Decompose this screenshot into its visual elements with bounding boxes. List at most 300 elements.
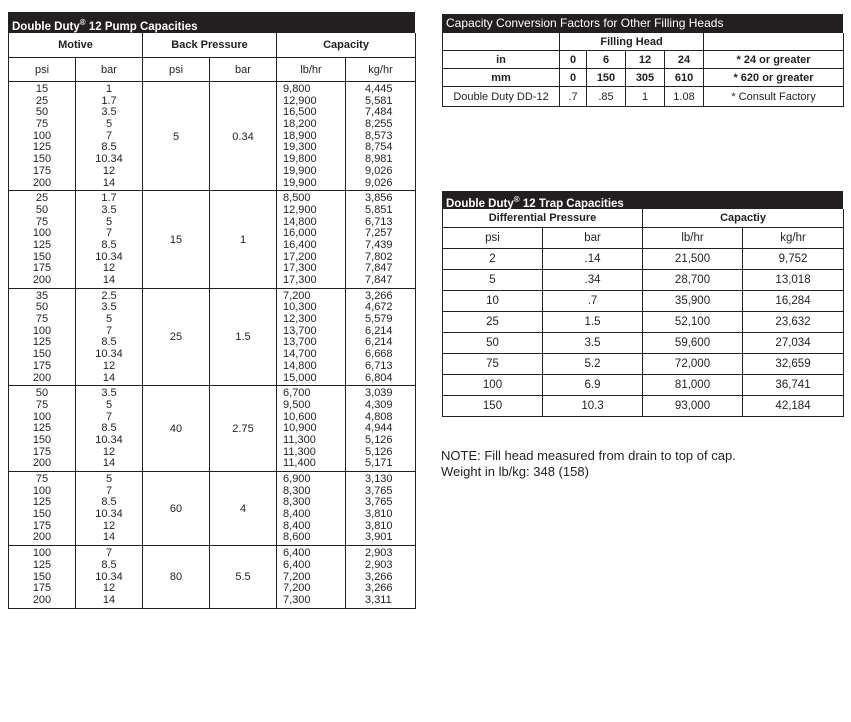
motive-psi-cell [9,191,76,289]
table-cell: 10.34 [95,348,123,361]
pump-group [9,472,416,546]
table-cell: 100 [32,227,52,240]
value-cell: .85 [587,87,626,107]
table-cell: 6.9 [543,375,643,396]
bp-psi-cell: 80 [143,546,210,608]
table-cell: 10,900 [283,422,317,435]
table-cell: 75 [35,118,49,131]
row-note: * 24 or greater [704,51,844,69]
table-cell: 7,802 [365,250,393,263]
table-cell: 10,600 [283,410,317,423]
table-cell: 18,200 [283,118,317,131]
value-cell: 1 [626,87,665,107]
value-cell: 0 [560,69,587,87]
table-cell: 12 [102,519,116,532]
table-cell: 8,255 [365,118,393,131]
table-cell: 2.5 [101,289,117,302]
conversion-row-in [443,51,844,69]
table-cell: 150 [32,348,52,361]
kg-hr-cell [346,386,416,472]
table-cell: 35 [35,289,49,302]
table-row [443,354,844,375]
pump-capacities-table [8,12,415,609]
table-cell: 8.5 [101,558,117,571]
table-cell: 9,500 [283,398,311,411]
capacity-header: Capacity [277,33,416,58]
table-cell: 2,903 [365,558,393,571]
table-cell: 3,765 [365,496,393,509]
table-cell: 75 [443,354,543,375]
table-cell: 59,600 [643,333,743,354]
registered-mark: ® [513,195,520,204]
table-cell: 125 [32,496,52,509]
table-cell: 3,266 [365,289,393,302]
table-cell: 3,311 [365,593,392,606]
table-cell: 10.34 [95,508,123,521]
table-cell: 5,126 [365,445,393,458]
bp-bar-cell: 5.5 [210,546,277,608]
conversion-grid [442,33,844,107]
value-cell: 12 [626,51,665,69]
lb-hr-cell [277,472,346,546]
table-cell: 75 [35,313,49,326]
trap-capacities-table [442,191,843,417]
table-cell: 50 [443,333,543,354]
table-cell: 4,808 [365,410,393,423]
table-cell: 14,800 [283,359,317,372]
motive-bar-cell [76,472,143,546]
table-cell: 3.5 [101,387,117,400]
table-cell: 150 [443,396,543,417]
table-row [443,312,844,333]
motive-bar-cell [76,386,143,472]
unit-header: bar [543,228,643,249]
footnote [441,448,736,480]
table-cell: 6,804 [365,371,393,384]
table-cell: 6,400 [283,558,311,571]
table-cell: 10.34 [95,153,123,166]
table-cell: 11,400 [283,457,316,470]
table-cell: 1 [105,83,113,95]
table-cell: 1.7 [101,192,117,205]
table-row [9,386,416,472]
table-row [443,396,844,417]
table-cell: 6,700 [283,387,311,400]
table-cell: 125 [32,558,52,571]
table-cell: 11,300 [283,445,316,458]
trap-capacity-header: Capactiy [643,209,844,228]
table-cell: 175 [32,445,52,458]
table-cell: 17,200 [283,250,317,263]
pump-group [9,288,416,386]
table-cell: 27,034 [743,333,844,354]
table-cell: 14 [102,593,116,606]
table-cell: 175 [32,519,52,532]
table-cell: 100 [32,324,52,337]
motive-bar-cell [76,546,143,608]
table-cell: 93,000 [643,396,743,417]
table-row [9,472,416,546]
motive-bar-cell [76,288,143,386]
trap-grid [442,209,844,417]
kg-hr-cell [346,546,416,608]
table-cell: 7,200 [283,289,311,302]
unit-header: psi [9,58,76,82]
table-cell: 100 [32,410,52,423]
table-cell: 8.5 [101,336,117,349]
unit-header: lb/hr [643,228,743,249]
table-row [9,288,416,386]
table-cell: 5.2 [543,354,643,375]
table-row [443,270,844,291]
table-cell: .7 [543,291,643,312]
table-cell: 5 [105,215,113,228]
motive-psi-cell [9,82,76,191]
table-cell: 25 [35,94,49,107]
table-cell: 3,130 [365,473,393,485]
table-cell: 3,266 [365,582,393,595]
table-cell: 52,100 [643,312,743,333]
trap-title-main: Double Duty [446,197,514,210]
note-weight: Weight in lb/kg: 348 (158) [441,464,589,479]
table-cell: 11,300 [283,433,316,446]
table-cell: 13,700 [283,336,317,349]
table-cell: 19,300 [283,141,317,154]
row-note: * Consult Factory [704,87,844,107]
bp-psi-cell: 60 [143,472,210,546]
trap-group-header-row [443,209,844,228]
bp-psi-cell: 5 [143,82,210,191]
table-row [443,375,844,396]
table-cell: 5,851 [365,203,393,216]
table-cell: 150 [32,250,52,263]
kg-hr-cell [346,82,416,191]
pump-title-rest: 12 Pump Capacities [85,20,198,33]
table-cell: 12,900 [283,203,317,216]
table-cell: 16,400 [283,238,317,251]
value-cell: 24 [665,51,704,69]
table-cell: 8,600 [283,531,311,544]
table-cell: 25 [35,192,49,205]
kg-hr-cell [346,191,416,289]
bp-bar-cell: 4 [210,472,277,546]
table-cell: 7 [105,324,113,337]
table-cell: 50 [35,387,49,400]
table-cell: 14 [102,371,116,384]
motive-psi-cell [9,546,76,608]
table-cell: 25 [443,312,543,333]
table-cell: 16,000 [283,227,317,240]
lb-hr-cell [277,191,346,289]
table-cell: 13,700 [283,324,317,337]
row-label: Double Duty DD-12 [443,87,560,107]
pump-grid [8,33,416,609]
bp-bar-cell: 1 [210,191,277,289]
table-cell: 3,039 [365,387,393,400]
table-cell: 28,700 [643,270,743,291]
value-cell: 305 [626,69,665,87]
motive-bar-cell [76,82,143,191]
table-cell: 4,445 [365,83,393,95]
conversion-title: Capacity Conversion Factors for Other Filling Heads [442,14,843,33]
table-cell: 200 [32,176,52,189]
unit-header: kg/hr [743,228,844,249]
motive-bar-cell [76,191,143,289]
table-row [9,191,416,289]
table-cell: 16,284 [743,291,844,312]
table-cell: 1.5 [543,312,643,333]
table-cell: 5 [105,313,113,326]
table-cell: 14,800 [283,215,317,228]
table-cell: 200 [32,371,52,384]
table-cell: 8.5 [101,141,117,154]
trap-title-rest: 12 Trap Capacities [519,197,624,210]
table-cell: 2 [443,249,543,270]
table-cell: 12 [102,359,116,372]
lb-hr-cell [277,82,346,191]
table-cell: 12 [102,262,116,275]
motive-psi-cell [9,472,76,546]
table-cell: 13,018 [743,270,844,291]
table-cell: 2,903 [365,547,393,560]
table-cell: 175 [32,164,52,177]
table-cell: 7,847 [365,274,393,286]
table-cell: 21,500 [643,249,743,270]
table-cell: .14 [543,249,643,270]
value-cell: .7 [560,87,587,107]
table-cell: 5,581 [365,94,393,107]
table-cell: 7,439 [365,238,393,251]
table-cell: 50 [35,203,49,216]
table-cell: 3,810 [365,508,393,521]
table-cell: 35,900 [643,291,743,312]
table-cell: 3,765 [365,484,393,497]
table-cell: 7,257 [365,227,393,240]
table-cell: 100 [32,129,52,142]
table-cell: 3,901 [365,531,393,544]
value-cell: 610 [665,69,704,87]
bp-bar-cell: 1.5 [210,288,277,386]
table-cell: 10.34 [95,433,123,446]
table-cell: 36,741 [743,375,844,396]
trap-table-title [442,191,843,209]
table-cell: 72,000 [643,354,743,375]
table-cell: 200 [32,593,52,606]
table-cell: 7 [105,547,113,560]
bp-psi-cell: 25 [143,288,210,386]
table-cell: 3,810 [365,519,393,532]
table-cell: 5,126 [365,433,393,446]
table-cell: 8,500 [283,192,311,205]
table-cell: 7 [105,410,113,423]
table-cell: 10,300 [283,301,317,314]
table-cell: 3.5 [543,333,643,354]
table-cell: 10.34 [95,570,123,583]
conversion-blank-cell [443,33,560,51]
table-cell: 200 [32,457,52,470]
pump-group [9,191,416,289]
table-cell: 75 [35,215,49,228]
unit-header: bar [210,58,277,82]
back-pressure-header: Back Pressure [143,33,277,58]
table-cell: 9,800 [283,83,311,95]
table-row [443,249,844,270]
table-cell: 5 [443,270,543,291]
bp-psi-cell: 15 [143,191,210,289]
table-cell: 32,659 [743,354,844,375]
table-cell: 12,900 [283,94,317,107]
table-row [443,291,844,312]
table-cell: 5,579 [365,313,393,326]
table-cell: 8.5 [101,496,117,509]
table-cell: 42,184 [743,396,844,417]
table-cell: 7 [105,227,113,240]
conversion-row-dd12 [443,87,844,107]
table-cell: 12 [102,164,116,177]
unit-header: kg/hr [346,58,416,82]
table-cell: 100 [32,484,52,497]
table-cell: 6,713 [365,359,393,372]
table-row [9,82,416,191]
table-cell: 19,900 [283,176,317,189]
table-cell: 200 [32,274,52,286]
conversion-row-mm [443,69,844,87]
table-cell: 8,400 [283,519,311,532]
table-cell: 100 [443,375,543,396]
table-cell: 200 [32,531,52,544]
table-cell: 100 [32,547,52,560]
table-cell: .34 [543,270,643,291]
table-cell: 50 [35,301,49,314]
table-cell: 17,300 [283,262,317,275]
table-cell: 12 [102,445,116,458]
table-cell: 6,214 [365,336,393,349]
lb-hr-cell [277,386,346,472]
table-cell: 14,700 [283,348,317,361]
table-cell: 125 [32,336,52,349]
table-cell: 75 [35,398,49,411]
pump-group-header-row [9,33,416,58]
table-cell: 5 [105,118,113,131]
table-cell: 150 [32,508,52,521]
table-cell: 6,214 [365,324,393,337]
table-cell: 5 [105,473,113,485]
table-cell: 10.3 [543,396,643,417]
table-row [443,333,844,354]
table-cell: 6,400 [283,547,311,560]
row-label: in [443,51,560,69]
table-cell: 125 [32,422,52,435]
table-cell: 8,573 [365,129,393,142]
table-cell: 8.5 [101,422,117,435]
table-cell: 12 [102,582,116,595]
table-cell: 10 [443,291,543,312]
table-cell: 3.5 [101,203,117,216]
table-cell: 3,266 [365,570,393,583]
bp-psi-cell: 40 [143,386,210,472]
table-cell: 7,300 [283,593,311,606]
note-fill-head: NOTE: Fill head measured from drain to top of cap. [441,448,736,463]
kg-hr-cell [346,472,416,546]
table-cell: 5,171 [365,457,393,470]
table-cell: 7,484 [365,106,393,119]
unit-header: psi [143,58,210,82]
table-cell: 3.5 [101,106,117,119]
table-cell: 17,300 [283,274,317,286]
value-cell: 6 [587,51,626,69]
table-cell: 15,000 [283,371,317,384]
differential-pressure-header: Differential Pressure [443,209,643,228]
motive-psi-cell [9,386,76,472]
value-cell: 0 [560,51,587,69]
table-cell: 75 [35,473,49,485]
table-cell: 175 [32,262,52,275]
table-cell: 175 [32,582,52,595]
table-cell: 19,900 [283,164,317,177]
table-cell: 8,400 [283,508,311,521]
table-cell: 7,200 [283,582,311,595]
table-cell: 4,672 [365,301,393,314]
table-cell: 5 [105,398,113,411]
unit-header: lb/hr [277,58,346,82]
row-label: mm [443,69,560,87]
table-cell: 19,800 [283,153,317,166]
pump-group [9,546,416,608]
table-cell: 81,000 [643,375,743,396]
table-cell: 9,026 [365,164,393,177]
trap-unit-header-row [443,228,844,249]
table-cell: 6,900 [283,473,311,485]
table-cell: 23,632 [743,312,844,333]
value-cell: 1.08 [665,87,704,107]
table-cell: 18,900 [283,129,317,142]
value-cell: 150 [587,69,626,87]
pump-table-title [8,12,415,33]
table-cell: 8.5 [101,238,117,251]
pump-group [9,82,416,191]
table-cell: 14 [102,176,116,189]
bp-bar-cell: 0.34 [210,82,277,191]
lb-hr-cell [277,288,346,386]
table-cell: 175 [32,359,52,372]
filling-head-header: Filling Head [560,33,704,51]
table-cell: 10.34 [95,250,123,263]
table-cell: 7 [105,129,113,142]
table-cell: 4,944 [365,422,393,435]
pump-unit-header-row [9,58,416,82]
table-cell: 12,300 [283,313,317,326]
table-cell: 125 [32,238,52,251]
table-cell: 50 [35,106,49,119]
table-cell: 3.5 [101,301,117,314]
table-cell: 8,300 [283,484,311,497]
table-row [9,546,416,608]
table-cell: 9,752 [743,249,844,270]
table-cell: 125 [32,141,52,154]
conversion-blank-cell [704,33,844,51]
table-cell: 15 [35,83,49,95]
unit-header: bar [76,58,143,82]
table-cell: 9,026 [365,176,393,189]
table-cell: 14 [102,531,116,544]
table-cell: 7,847 [365,262,393,275]
registered-mark: ® [79,18,86,27]
motive-header: Motive [9,33,143,58]
kg-hr-cell [346,288,416,386]
table-cell: 14 [102,274,116,286]
table-cell: 6,713 [365,215,393,228]
table-cell: 7,200 [283,570,311,583]
